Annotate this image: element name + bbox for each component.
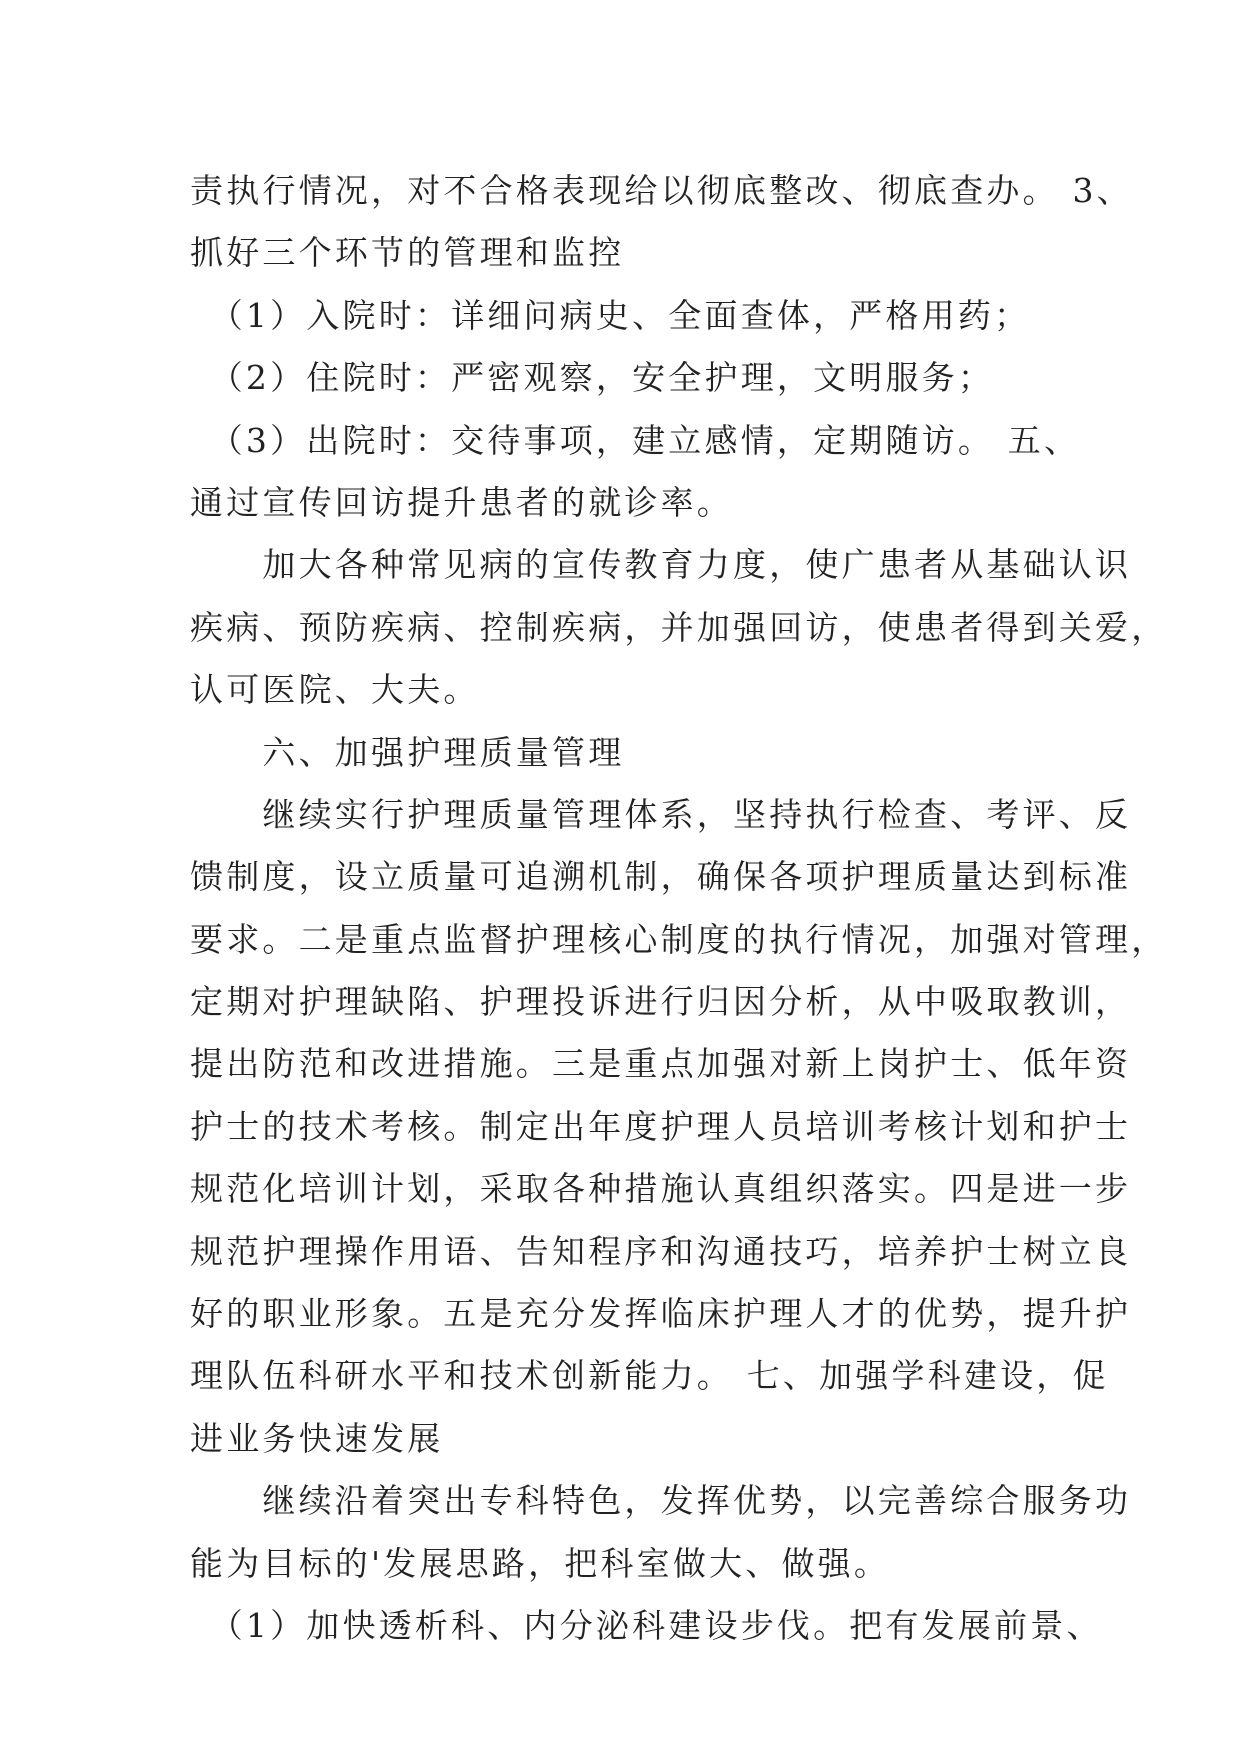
section-heading: 六、加强护理质量管理 (190, 732, 625, 772)
text-line: 定期对护理缺陷、护理投诉进行归因分析，从中吸取教训， (190, 982, 1132, 1022)
text-line: 进业务快速发展 (190, 1418, 444, 1458)
text-line: 馈制度，设立质量可追溯机制，确保各项护理质量达到标准 (190, 857, 1132, 897)
text-line: 认可医院、大夫。 (190, 670, 480, 710)
text-line: 理队伍科研水平和技术创新能力。 七、加强学科建设，促 (190, 1356, 1109, 1396)
text-line: 疾病、预防疾病、控制疾病，并加强回访，使患者得到关爱， (190, 607, 1168, 647)
list-item-hospitalization: （2）住院时：严密观察，安全护理，文明服务； (190, 358, 995, 398)
text-line: 要求。二是重点监督护理核心制度的执行情况，加强对管理， (190, 919, 1168, 959)
text-line: 提出防范和改进措施。三是重点加强对新上岗护士、低年资 (190, 1044, 1132, 1084)
text-line: 规范化培训计划，采取各种措施认真组织落实。四是进一步 (190, 1169, 1132, 1209)
paragraph-line: 继续沿着突出专科特色，发挥优势，以完善综合服务功 (190, 1481, 1132, 1521)
document-body (190, 160, 1168, 1657)
text-line: 护士的技术考核。制定出年度护理人员培训考核计划和护士 (190, 1106, 1132, 1146)
text-line: 责执行情况，对不合格表现给以彻底整改、彻底查办。 3、 (190, 171, 1133, 210)
paragraph-line: 继续实行护理质量管理体系，坚持执行检查、考评、反 (190, 794, 1132, 834)
text-line: 规范护理操作用语、告知程序和沟通技巧，培养护士树立良 (190, 1231, 1132, 1271)
text-line: 抓好三个环节的管理和监控 (190, 233, 625, 273)
list-item-admission: （1）入院时：详细问病史、全面查体，严格用药； (190, 295, 1031, 335)
list-item-discharge: （3）出院时：交待事项，建立感情，定期随访。 五、 (190, 420, 1081, 460)
paragraph-line: 加大各种常见病的宣传教育力度，使广患者从基础认识 (190, 545, 1132, 585)
text-line: 通过宣传回访提升患者的就诊率。 (190, 482, 733, 522)
list-item-dialysis: （1）加快透析科、内分泌科建设步伐。把有发展前景、 (190, 1605, 1103, 1645)
text-line: 能为目标的'发展思路，把科室做大、做强。 (190, 1543, 891, 1583)
text-line: 好的职业形象。五是充分发挥临床护理人才的优势，提升护 (190, 1294, 1132, 1334)
